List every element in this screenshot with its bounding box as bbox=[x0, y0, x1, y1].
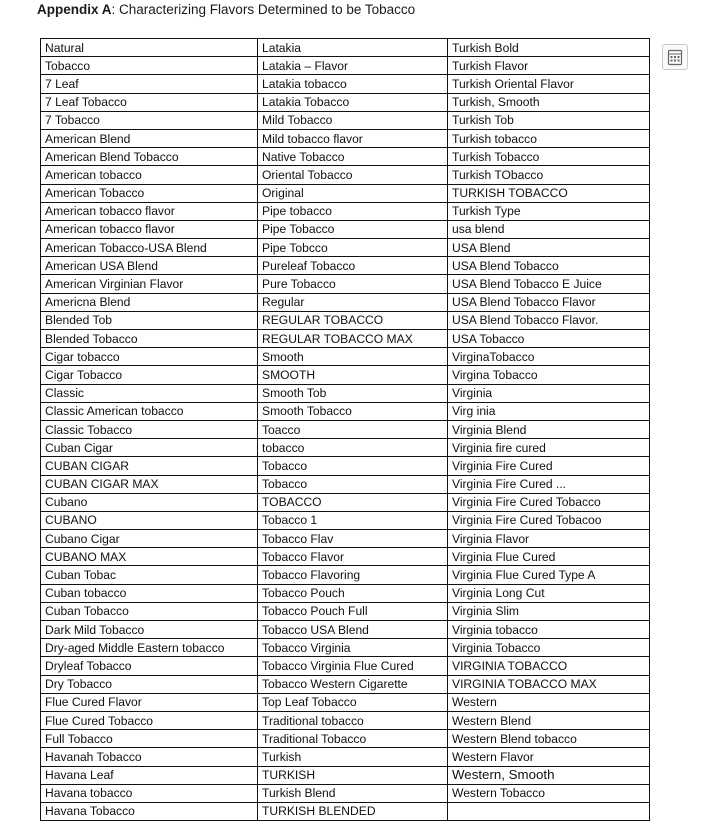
table-row bbox=[41, 311, 650, 329]
table-cell bbox=[448, 802, 650, 820]
table-cell: Turkish TObacco bbox=[448, 166, 650, 184]
table-cell: Turkish tobacco bbox=[448, 129, 650, 147]
table-cell: Western Tobacco bbox=[448, 784, 650, 802]
table-cell: USA Blend Tobacco Flavor bbox=[448, 293, 650, 311]
table-cell: CUBAN CIGAR MAX bbox=[41, 475, 258, 493]
table-cell: Cuban Tobacco bbox=[41, 602, 258, 620]
table-cell: Latakia bbox=[258, 39, 448, 57]
table-row bbox=[41, 621, 650, 639]
table-cell: Tobacco Flavor bbox=[258, 548, 448, 566]
table-cell: Turkish Flavor bbox=[448, 57, 650, 75]
table-cell: Top Leaf Tobacco bbox=[258, 693, 448, 711]
table-cell: TURKISH TOBACCO bbox=[448, 184, 650, 202]
flavor-table-body bbox=[41, 39, 650, 821]
table-cell: Havana Tobacco bbox=[41, 802, 258, 820]
table-row bbox=[41, 39, 650, 57]
table-cell: Flue Cured Tobacco bbox=[41, 711, 258, 729]
table-cell: USA Blend Tobacco Flavor. bbox=[448, 311, 650, 329]
table-cell: TOBACCO bbox=[258, 493, 448, 511]
table-row bbox=[41, 675, 650, 693]
table-row bbox=[41, 239, 650, 257]
table-cell: Smooth bbox=[258, 348, 448, 366]
table-cell: REGULAR TOBACCO bbox=[258, 311, 448, 329]
table-cell: Latakia Tobacco bbox=[258, 93, 448, 111]
page-heading bbox=[37, 2, 415, 17]
table-cell: Americna Blend bbox=[41, 293, 258, 311]
table-cell: Oriental Tobacco bbox=[258, 166, 448, 184]
appendix-title: : Characterizing Flavors Determined to be Tobacco bbox=[111, 2, 416, 17]
table-row bbox=[41, 129, 650, 147]
table-cell: American tobacco bbox=[41, 166, 258, 184]
table-cell: 7 Tobacco bbox=[41, 111, 258, 129]
table-cell: USA Blend Tobacco E Juice bbox=[448, 275, 650, 293]
table-cell: Tobacco bbox=[258, 457, 448, 475]
table-row bbox=[41, 439, 650, 457]
calculator-icon bbox=[667, 49, 683, 66]
table-row bbox=[41, 330, 650, 348]
table-cell: Original bbox=[258, 184, 448, 202]
table-cell: CUBANO MAX bbox=[41, 548, 258, 566]
table-row bbox=[41, 566, 650, 584]
table-cell: American Tobacco bbox=[41, 184, 258, 202]
table-cell: usa blend bbox=[448, 220, 650, 238]
table-cell: Smooth Tob bbox=[258, 384, 448, 402]
table-cell: Havanah Tobacco bbox=[41, 748, 258, 766]
table-row bbox=[41, 657, 650, 675]
table-cell: Tobacco Pouch bbox=[258, 584, 448, 602]
table-cell: Tobacco Virginia bbox=[258, 639, 448, 657]
appendix-label: Appendix A bbox=[37, 2, 112, 17]
table-cell: 7 Leaf Tobacco bbox=[41, 93, 258, 111]
table-cell: Pure Tobacco bbox=[258, 275, 448, 293]
table-cell: Virginia fire cured bbox=[448, 439, 650, 457]
table-cell: Mild tobacco flavor bbox=[258, 129, 448, 147]
table-cell: Pipe Tobacco bbox=[258, 220, 448, 238]
table-cell: American Virginian Flavor bbox=[41, 275, 258, 293]
table-cell: Virginia Flavor bbox=[448, 530, 650, 548]
table-row bbox=[41, 639, 650, 657]
table-row bbox=[41, 148, 650, 166]
table-row bbox=[41, 802, 650, 820]
table-row bbox=[41, 257, 650, 275]
table-row bbox=[41, 402, 650, 420]
table-cell: Regular bbox=[258, 293, 448, 311]
table-cell: Toacco bbox=[258, 420, 448, 438]
table-cell: Cuban tobacco bbox=[41, 584, 258, 602]
table-cell: American USA Blend bbox=[41, 257, 258, 275]
table-cell: Cigar tobacco bbox=[41, 348, 258, 366]
table-cell: Cubano Cigar bbox=[41, 530, 258, 548]
table-cell: Turkish Type bbox=[448, 202, 650, 220]
table-cell: SMOOTH bbox=[258, 366, 448, 384]
table-row bbox=[41, 457, 650, 475]
table-cell: Virg inia bbox=[448, 402, 650, 420]
table-cell: Native Tobacco bbox=[258, 148, 448, 166]
table-cell: Tobacco Flavoring bbox=[258, 566, 448, 584]
table-cell: Traditional Tobacco bbox=[258, 730, 448, 748]
table-cell: Pureleaf Tobacco bbox=[258, 257, 448, 275]
table-row bbox=[41, 511, 650, 529]
table-cell: USA Tobacco bbox=[448, 330, 650, 348]
table-row bbox=[41, 548, 650, 566]
table-cell: 7 Leaf bbox=[41, 75, 258, 93]
table-cell: Classic American tobacco bbox=[41, 402, 258, 420]
table-cell: Cuban Cigar bbox=[41, 439, 258, 457]
table-row bbox=[41, 711, 650, 729]
table-cell: American Tobacco-USA Blend bbox=[41, 239, 258, 257]
table-cell: Virginia Long Cut bbox=[448, 584, 650, 602]
table-row bbox=[41, 202, 650, 220]
table-cell: Virginia Fire Cured ... bbox=[448, 475, 650, 493]
table-cell: Virginia Blend bbox=[448, 420, 650, 438]
table-row bbox=[41, 348, 650, 366]
table-cell: Virginia Fire Cured Tobacoo bbox=[448, 511, 650, 529]
table-cell: Tobacco Western Cigarette bbox=[258, 675, 448, 693]
table-cell: Turkish Tob bbox=[448, 111, 650, 129]
table-cell: Natural bbox=[41, 39, 258, 57]
table-row bbox=[41, 475, 650, 493]
table-cell: REGULAR TOBACCO MAX bbox=[258, 330, 448, 348]
table-cell: TURKISH bbox=[258, 766, 448, 784]
table-cell: Turkish Bold bbox=[448, 39, 650, 57]
table-cell: Cubano bbox=[41, 493, 258, 511]
table-cell: Western, Smooth bbox=[448, 766, 650, 784]
table-cell: Smooth Tobacco bbox=[258, 402, 448, 420]
table-cell: Blended Tob bbox=[41, 311, 258, 329]
table-row bbox=[41, 220, 650, 238]
table-row bbox=[41, 602, 650, 620]
table-cell: Virginia bbox=[448, 384, 650, 402]
table-cell: VIRGINIA TOBACCO bbox=[448, 657, 650, 675]
table-cell: Flue Cured Flavor bbox=[41, 693, 258, 711]
table-cell: Dark Mild Tobacco bbox=[41, 621, 258, 639]
table-cell: Havana Leaf bbox=[41, 766, 258, 784]
table-cell: Latakia tobacco bbox=[258, 75, 448, 93]
table-row bbox=[41, 57, 650, 75]
table-cell: American Blend bbox=[41, 129, 258, 147]
table-cell: Virginia Slim bbox=[448, 602, 650, 620]
table-row bbox=[41, 293, 650, 311]
table-row bbox=[41, 766, 650, 784]
table-cell: Pipe tobacco bbox=[258, 202, 448, 220]
table-cell: Dry-aged Middle Eastern tobacco bbox=[41, 639, 258, 657]
table-row bbox=[41, 748, 650, 766]
table-cell: Dryleaf Tobacco bbox=[41, 657, 258, 675]
table-cell: Cuban Tobac bbox=[41, 566, 258, 584]
table-row bbox=[41, 693, 650, 711]
table-cell: Virginia tobacco bbox=[448, 621, 650, 639]
table-cell: Full Tobacco bbox=[41, 730, 258, 748]
table-row bbox=[41, 166, 650, 184]
table-cell: tobacco bbox=[258, 439, 448, 457]
table-cell: Virginia Fire Cured bbox=[448, 457, 650, 475]
table-cell: Turkish, Smooth bbox=[448, 93, 650, 111]
table-cell: Latakia – Flavor bbox=[258, 57, 448, 75]
table-cell: American tobacco flavor bbox=[41, 220, 258, 238]
table-cell: Turkish Tobacco bbox=[448, 148, 650, 166]
table-cell: Classic Tobacco bbox=[41, 420, 258, 438]
table-row bbox=[41, 275, 650, 293]
table-cell: VIRGINIA TOBACCO MAX bbox=[448, 675, 650, 693]
table-cell: Classic bbox=[41, 384, 258, 402]
table-tools-button[interactable] bbox=[662, 44, 688, 70]
table-row bbox=[41, 420, 650, 438]
table-row bbox=[41, 184, 650, 202]
table-cell: Virgina Tobacco bbox=[448, 366, 650, 384]
table-cell: Western Flavor bbox=[448, 748, 650, 766]
table-cell: TURKISH BLENDED bbox=[258, 802, 448, 820]
table-cell: USA Blend bbox=[448, 239, 650, 257]
table-cell: Tobacco bbox=[41, 57, 258, 75]
table-cell: Western bbox=[448, 693, 650, 711]
table-cell: Turkish bbox=[258, 748, 448, 766]
table-cell: Havana tobacco bbox=[41, 784, 258, 802]
table-cell: Pipe Tobcco bbox=[258, 239, 448, 257]
table-cell: Tobacco Virginia Flue Cured bbox=[258, 657, 448, 675]
table-row bbox=[41, 530, 650, 548]
table-cell: American Blend Tobacco bbox=[41, 148, 258, 166]
table-cell: Tobacco USA Blend bbox=[258, 621, 448, 639]
table-cell: American tobacco flavor bbox=[41, 202, 258, 220]
table-cell: CUBANO bbox=[41, 511, 258, 529]
table-cell: Virginia Fire Cured Tobacco bbox=[448, 493, 650, 511]
table-cell: Turkish Blend bbox=[258, 784, 448, 802]
table-cell: Virginia Flue Cured Type A bbox=[448, 566, 650, 584]
table-cell: Tobacco 1 bbox=[258, 511, 448, 529]
table-cell: Virginia Flue Cured bbox=[448, 548, 650, 566]
table-row bbox=[41, 493, 650, 511]
table-row bbox=[41, 366, 650, 384]
table-cell: CUBAN CIGAR bbox=[41, 457, 258, 475]
table-row bbox=[41, 730, 650, 748]
table-cell: Turkish Oriental Flavor bbox=[448, 75, 650, 93]
table-row bbox=[41, 584, 650, 602]
table-cell: Virginia Tobacco bbox=[448, 639, 650, 657]
table-cell: Western Blend bbox=[448, 711, 650, 729]
table-cell: Western Blend tobacco bbox=[448, 730, 650, 748]
table-row bbox=[41, 93, 650, 111]
table-row bbox=[41, 111, 650, 129]
table-cell: USA Blend Tobacco bbox=[448, 257, 650, 275]
table-cell: Cigar Tobacco bbox=[41, 366, 258, 384]
table-cell: Tobacco Flav bbox=[258, 530, 448, 548]
table-row bbox=[41, 75, 650, 93]
table-row bbox=[41, 384, 650, 402]
table-cell: Tobacco Pouch Full bbox=[258, 602, 448, 620]
table-row bbox=[41, 784, 650, 802]
table-cell: Mild Tobacco bbox=[258, 111, 448, 129]
flavor-table bbox=[40, 38, 650, 821]
table-cell: Dry Tobacco bbox=[41, 675, 258, 693]
table-cell: VirginaTobacco bbox=[448, 348, 650, 366]
table-cell: Traditional tobacco bbox=[258, 711, 448, 729]
table-cell: Blended Tobacco bbox=[41, 330, 258, 348]
table-cell: Tobacco bbox=[258, 475, 448, 493]
